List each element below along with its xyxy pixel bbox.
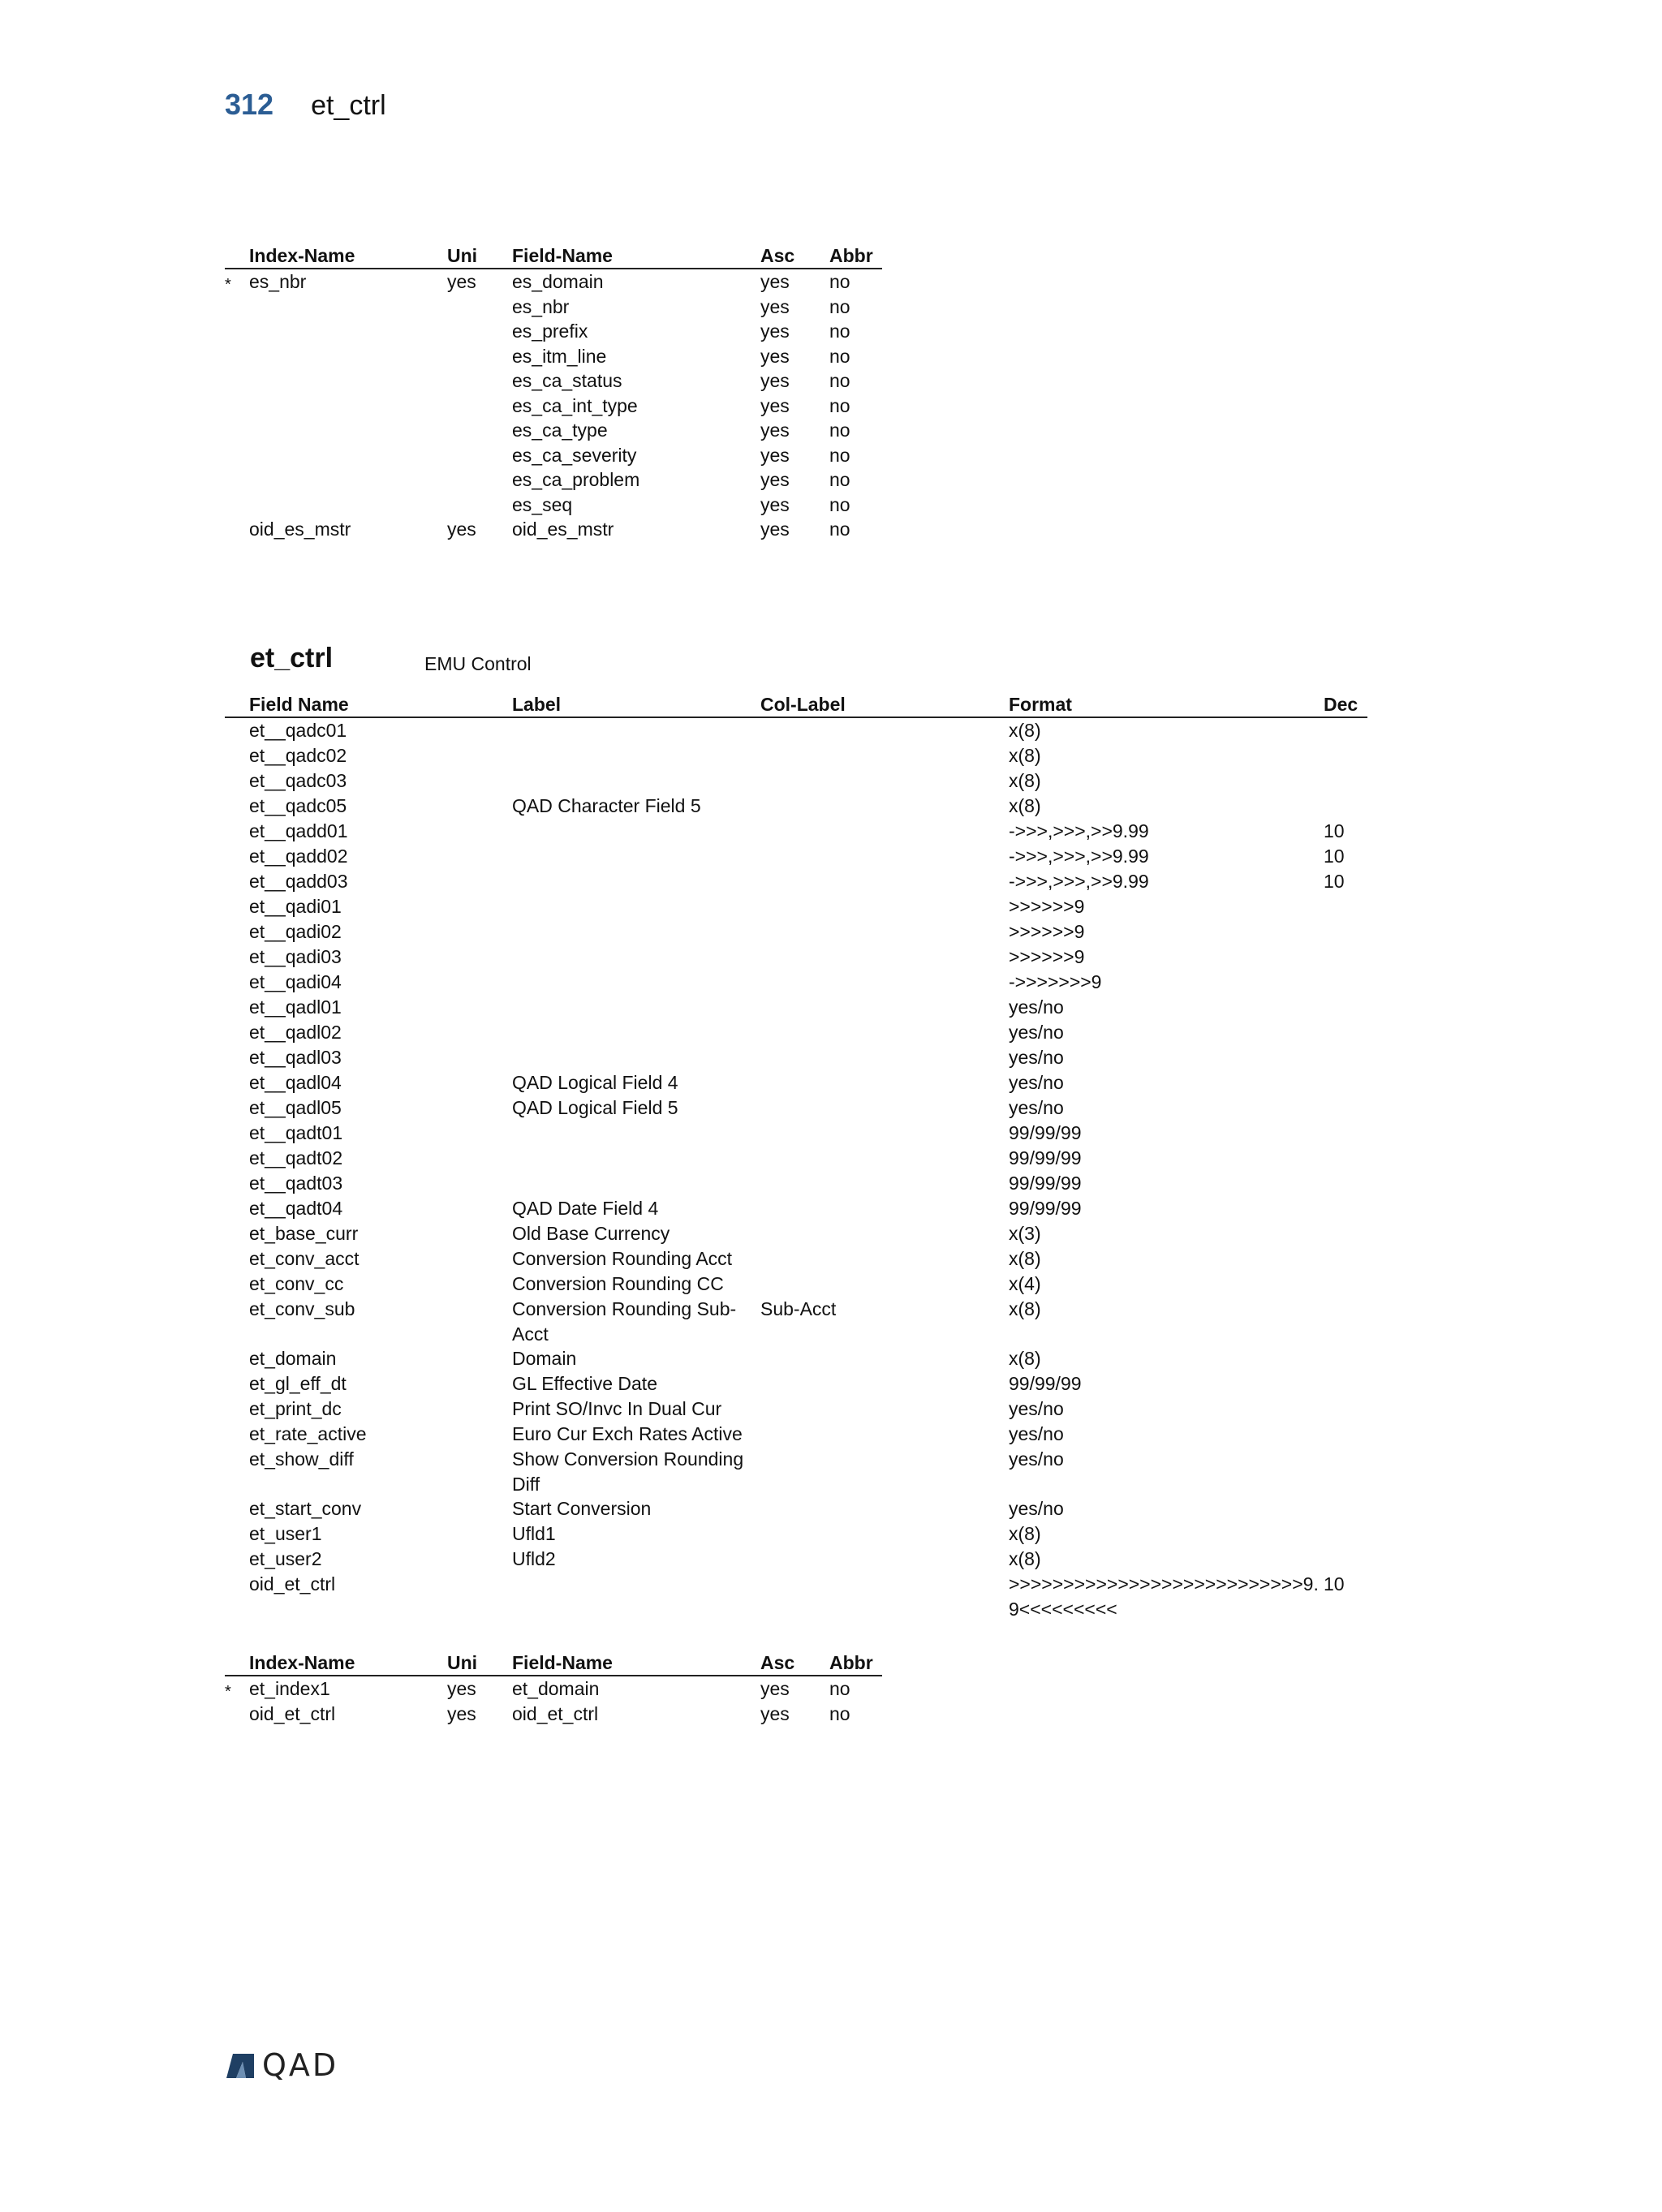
field-name-cell: et__qadl02: [249, 1022, 342, 1043]
field-name-cell: et__qadc03: [249, 770, 347, 791]
section-description: EMU Control: [424, 653, 532, 674]
table-row: [225, 269, 882, 295]
table-row: [225, 368, 882, 394]
table-row: [225, 1676, 882, 1702]
format-cell: 99/99/99: [1009, 1373, 1082, 1394]
dec-cell: 10: [1324, 871, 1345, 892]
format-cell: yes/no: [1009, 996, 1064, 1018]
table-row: [225, 1702, 882, 1727]
table-row: [225, 995, 1367, 1020]
table-row: [225, 344, 882, 369]
format-cell: yes/no: [1009, 1022, 1064, 1043]
col-label-cell: Sub-Acct: [760, 1298, 837, 1319]
primary-marker: *: [225, 276, 231, 294]
format-cell: yes/no: [1009, 1448, 1064, 1470]
field-name-cell: es_prefix: [512, 321, 588, 342]
field-name-cell: et__qadc02: [249, 745, 347, 766]
col-label: Label: [512, 694, 562, 715]
format-cell: >>>>>>9: [1009, 896, 1085, 917]
unique-cell: yes: [447, 271, 476, 292]
format-cell: x(3): [1009, 1223, 1041, 1244]
format-cell: yes/no: [1009, 1097, 1064, 1118]
page-number: 312: [225, 88, 274, 121]
index-name-cell: oid_es_mstr: [249, 519, 351, 540]
abbr-cell: no: [829, 519, 850, 540]
label-cell: QAD Character Field 5: [512, 795, 701, 816]
format-cell: 99/99/99: [1009, 1198, 1082, 1219]
table-row: [225, 1196, 1367, 1221]
field-name-cell: et__qadt04: [249, 1198, 343, 1219]
index-table-es: [225, 243, 882, 542]
field-name-cell: et_rate_active: [249, 1423, 367, 1444]
format-cell: x(4): [1009, 1273, 1041, 1294]
field-name-cell: es_ca_problem: [512, 469, 640, 490]
field-name-cell: oid_et_ctrl: [512, 1702, 599, 1724]
col-abbr: Abbr: [829, 1652, 873, 1673]
table-row: [225, 1246, 1367, 1272]
field-name-cell: es_nbr: [512, 295, 570, 317]
field-table-header: [225, 692, 1367, 718]
field-name-cell: et__qadl04: [249, 1072, 342, 1093]
table-row: [225, 970, 1367, 995]
format-cell: 99/99/99: [1009, 1122, 1082, 1143]
format-cell: x(8): [1009, 745, 1041, 766]
field-name-cell: et_base_curr: [249, 1223, 359, 1244]
ascending-cell: yes: [760, 1678, 790, 1699]
field-name-cell: et__qadc05: [249, 795, 347, 816]
field-name-cell: et__qadd01: [249, 820, 348, 841]
label-cell: Domain: [512, 1348, 577, 1369]
table-row: [225, 517, 882, 542]
field-name-cell: es_ca_severity: [512, 444, 637, 466]
logo-text: QAD: [262, 2047, 339, 2083]
dec-cell: 10: [1324, 1573, 1345, 1594]
table-row: [225, 1121, 1367, 1146]
format-cell: >>>>>>9: [1009, 921, 1085, 942]
table-row: [225, 295, 882, 320]
dec-cell: 10: [1324, 846, 1345, 867]
table-row: [225, 1496, 1367, 1521]
abbr-cell: no: [829, 295, 850, 317]
unique-cell: yes: [447, 1702, 476, 1724]
table-row: [225, 493, 882, 518]
format-cell: yes/no: [1009, 1398, 1064, 1419]
label-cell: QAD Date Field 4: [512, 1198, 659, 1219]
page-header: [225, 88, 386, 122]
index-table-body: [225, 1676, 882, 1726]
format-cell: yes/no: [1009, 1498, 1064, 1519]
format-cell: x(8): [1009, 1523, 1041, 1544]
label-cell: QAD Logical Field 5: [512, 1097, 678, 1118]
field-name-cell: et_conv_cc: [249, 1273, 344, 1294]
col-index-name: Index-Name: [249, 245, 355, 266]
index-name-cell: es_nbr: [249, 271, 307, 292]
format-cell: x(8): [1009, 795, 1041, 816]
table-row: [225, 443, 882, 468]
ascending-cell: yes: [760, 321, 790, 342]
col-format: Format: [1009, 694, 1072, 715]
section-title: et_ctrl: [250, 643, 334, 673]
field-name-cell: et_show_diff: [249, 1448, 354, 1470]
label-cell: GL Effective Date: [512, 1373, 657, 1394]
table-row: [225, 1572, 1367, 1621]
ascending-cell: yes: [760, 271, 790, 292]
col-field-name: Field-Name: [512, 1652, 613, 1673]
col-abbr: Abbr: [829, 245, 873, 266]
field-name-cell: et__qadd02: [249, 846, 348, 867]
format-cell: x(8): [1009, 1548, 1041, 1569]
ascending-cell: yes: [760, 469, 790, 490]
abbr-cell: no: [829, 321, 850, 342]
format-cell: >>>>>>9: [1009, 946, 1085, 967]
label-cell: Show Conversion Rounding Diff: [512, 1448, 744, 1495]
field-name-cell: es_itm_line: [512, 345, 607, 367]
label-cell: Start Conversion: [512, 1498, 652, 1519]
format-cell: yes/no: [1009, 1072, 1064, 1093]
col-uni: Uni: [447, 1652, 478, 1673]
table-row: [225, 1146, 1367, 1171]
field-name-cell: et_conv_acct: [249, 1248, 360, 1269]
table-row: [225, 1297, 1367, 1346]
field-name-cell: et__qadc01: [249, 720, 347, 741]
col-asc: Asc: [760, 1652, 795, 1673]
field-name-cell: et__qadl03: [249, 1047, 342, 1068]
ascending-cell: yes: [760, 345, 790, 367]
page-title: et_ctrl: [311, 90, 386, 121]
index-table-header: [225, 1650, 882, 1676]
label-cell: Conversion Rounding CC: [512, 1273, 724, 1294]
table-row: [225, 945, 1367, 970]
table-row: [225, 319, 882, 344]
abbr-cell: no: [829, 1702, 850, 1724]
label-cell: Conversion Rounding Sub-Acct: [512, 1298, 737, 1345]
field-name-cell: oid_et_ctrl: [249, 1573, 336, 1594]
table-row: [225, 1272, 1367, 1297]
field-name-cell: et__qadt02: [249, 1147, 343, 1168]
format-cell: ->>>>>>>9: [1009, 971, 1102, 992]
field-table: [225, 692, 1367, 1621]
label-cell: QAD Logical Field 4: [512, 1072, 678, 1093]
ascending-cell: yes: [760, 1702, 790, 1724]
format-cell: ->>>,>>>,>>9.99: [1009, 820, 1149, 841]
table-row: [225, 1171, 1367, 1196]
field-name-cell: et__qadl05: [249, 1097, 342, 1118]
field-name-cell: et_gl_eff_dt: [249, 1373, 347, 1394]
abbr-cell: no: [829, 394, 850, 416]
field-name-cell: et__qadi04: [249, 971, 342, 992]
table-row: [225, 768, 1367, 794]
ascending-cell: yes: [760, 519, 790, 540]
col-asc: Asc: [760, 245, 795, 266]
label-cell: Old Base Currency: [512, 1223, 670, 1244]
format-cell: x(8): [1009, 1248, 1041, 1269]
table-row: [225, 1070, 1367, 1095]
table-row: [225, 743, 1367, 768]
format-cell: ->>>,>>>,>>9.99: [1009, 871, 1149, 892]
field-name-cell: et_user1: [249, 1523, 322, 1544]
index-table-header: [225, 243, 882, 269]
field-name-cell: et__qadi01: [249, 896, 342, 917]
unique-cell: yes: [447, 1678, 476, 1699]
index-name-cell: et_index1: [249, 1678, 330, 1699]
field-name-cell: et__qadi03: [249, 946, 342, 967]
table-row: [225, 1095, 1367, 1121]
table-row: [225, 418, 882, 443]
col-col-label: Col-Label: [760, 694, 846, 715]
abbr-cell: no: [829, 1678, 850, 1699]
field-name-cell: es_ca_type: [512, 420, 608, 441]
abbr-cell: no: [829, 345, 850, 367]
field-name-cell: es_ca_int_type: [512, 394, 638, 416]
field-name-cell: et__qadt01: [249, 1122, 343, 1143]
index-table-et: [225, 1650, 882, 1726]
field-name-cell: et_start_conv: [249, 1498, 362, 1519]
format-cell: yes/no: [1009, 1047, 1064, 1068]
abbr-cell: no: [829, 370, 850, 391]
ascending-cell: yes: [760, 370, 790, 391]
label-cell: Ufld2: [512, 1548, 556, 1569]
ascending-cell: yes: [760, 420, 790, 441]
unique-cell: yes: [447, 519, 476, 540]
ascending-cell: yes: [760, 394, 790, 416]
format-cell: x(8): [1009, 770, 1041, 791]
table-row: [225, 844, 1367, 869]
table-row: [225, 1346, 1367, 1371]
field-name-cell: et_domain: [512, 1678, 600, 1699]
format-cell: ->>>,>>>,>>9.99: [1009, 846, 1149, 867]
table-row: [225, 1371, 1367, 1396]
field-name-cell: es_ca_status: [512, 370, 622, 391]
ascending-cell: yes: [760, 493, 790, 515]
col-uni: Uni: [447, 245, 478, 266]
field-name-cell: es_domain: [512, 271, 604, 292]
dec-cell: 10: [1324, 820, 1345, 841]
field-name-cell: et__qadt03: [249, 1173, 343, 1194]
table-row: [225, 1020, 1367, 1045]
format-cell: >>>>>>>>>>>>>>>>>>>>>>>>>>>9.9<<<<<<<<<: [1009, 1573, 1319, 1620]
format-cell: x(8): [1009, 1348, 1041, 1369]
table-row: [225, 1045, 1367, 1070]
field-name-cell: oid_es_mstr: [512, 519, 614, 540]
col-dec: Dec: [1324, 694, 1358, 715]
table-row: [225, 1396, 1367, 1422]
table-row: [225, 1521, 1367, 1547]
label-cell: Euro Cur Exch Rates Active: [512, 1423, 743, 1444]
table-row: [225, 1422, 1367, 1447]
col-index-name: Index-Name: [249, 1652, 355, 1673]
table-row: [225, 919, 1367, 945]
abbr-cell: no: [829, 469, 850, 490]
field-name-cell: et_user2: [249, 1548, 322, 1569]
field-name-cell: et__qadi02: [249, 921, 342, 942]
table-row: [225, 794, 1367, 819]
field-name-cell: et_print_dc: [249, 1398, 342, 1419]
label-cell: Ufld1: [512, 1523, 556, 1544]
table-row: [225, 718, 1367, 743]
format-cell: 99/99/99: [1009, 1147, 1082, 1168]
table-row: [225, 819, 1367, 844]
format-cell: yes/no: [1009, 1423, 1064, 1444]
footer-logo: [225, 2047, 338, 2083]
field-name-cell: et__qadd03: [249, 871, 348, 892]
field-table-body: [225, 718, 1367, 1621]
col-field-name: Field Name: [249, 694, 349, 715]
col-field-name: Field-Name: [512, 245, 613, 266]
label-cell: Print SO/Invc In Dual Cur: [512, 1398, 722, 1419]
table-row: [225, 894, 1367, 919]
index-name-cell: oid_et_ctrl: [249, 1702, 336, 1724]
primary-marker: *: [225, 1683, 231, 1701]
table-row: [225, 1221, 1367, 1246]
label-cell: Conversion Rounding Acct: [512, 1248, 733, 1269]
ascending-cell: yes: [760, 295, 790, 317]
qad-logo-icon: [225, 2051, 256, 2080]
field-name-cell: et_conv_sub: [249, 1298, 355, 1319]
ascending-cell: yes: [760, 444, 790, 466]
table-row: [225, 869, 1367, 894]
format-cell: 99/99/99: [1009, 1173, 1082, 1194]
abbr-cell: no: [829, 493, 850, 515]
abbr-cell: no: [829, 444, 850, 466]
table-row: [225, 1447, 1367, 1496]
table-row: [225, 1547, 1367, 1572]
format-cell: x(8): [1009, 720, 1041, 741]
index-table-body: [225, 269, 882, 542]
abbr-cell: no: [829, 420, 850, 441]
field-name-cell: et__qadl01: [249, 996, 342, 1018]
abbr-cell: no: [829, 271, 850, 292]
field-name-cell: et_domain: [249, 1348, 337, 1369]
table-row: [225, 394, 882, 419]
field-name-cell: es_seq: [512, 493, 573, 515]
format-cell: x(8): [1009, 1298, 1041, 1319]
table-row: [225, 467, 882, 493]
